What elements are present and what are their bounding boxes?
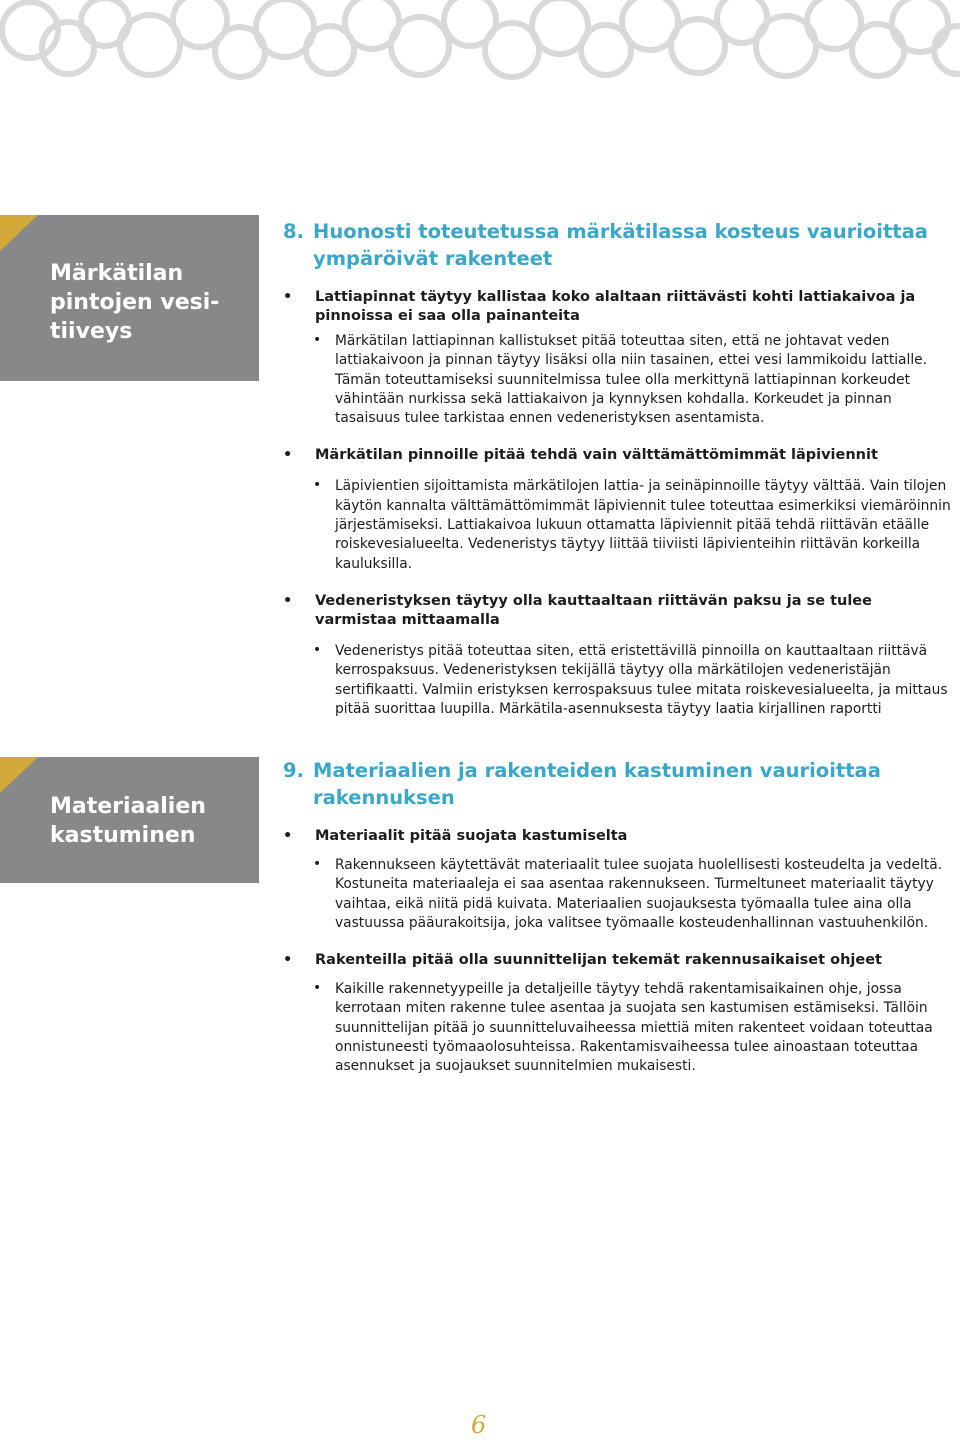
section-number: 9. [283,759,304,782]
decorative-ring-pattern [0,0,960,84]
section-title [283,757,955,811]
page-number: 6 [471,1411,487,1439]
bullet-heading: • Rakenteilla pitää olla suunnittelijan tekemät rakennusaikaiset ohjeet [283,952,882,969]
bullet-text: • Märkätilan lattiapinnan kallistukset pitää toteuttaa siten, että ne johtavat veden lattiakaivoon ja pinnan täytyy lisäksi olla niin tasainen, ettei vesi lammikoidu lattialle. Tämän toteuttamiseksi suunnitelmissa tulee olla merkittynä lattiapinnan korkeudet vähintään nurkissa sekä lattiakaivon ja kynnyksen kohdalla. Korkeudet ja pinnan tasaisuus tulee tarkistaa ennen vedeneristyksen asentamista. [313,332,928,427]
bullet-text: • Vedeneristys pitää toteuttaa siten, että eristettävillä pinnoilla on kauttaaltaan riittävä kerrospaksuus. Vedeneristyksen tekijällä täytyy olla märkätilojen vedeneristäjän sertifikaatti. Valmiin eristyksen kerrospaksuus tulee mitata roiskevesialueelta, ja mittaus pitää suorittaa luupilla. Märkätila-asennuksesta täytyy laatia kirjallinen raportti [313,641,948,717]
bullet-heading: • Vedeneristyksen täytyy olla kauttaaltaan riittävän paksu ja se tulee varmistaa mittaamalla [283,592,872,628]
sidebar-label-text-2: Materiaalien kastuminen [50,794,206,848]
bullet-heading: • Materiaalit pitää suojata kastumiselta [283,828,628,844]
sidebar-label-text-1: Märkätilan pintojen vesi-tiiveys [50,261,220,344]
section-title-text: Materiaalien ja rakenteiden kastuminen vaurioittaa rakennuksen [313,759,881,809]
bullet-heading: • Lattiapinnat täytyy kallistaa koko alaltaan riittävästi kohti lattiakaivoa ja pinnoissa ei saa olla painanteita [283,289,916,324]
section-title-text: Huonosti toteutetussa märkätilassa kosteus vaurioittaa ympäröivät rakenteet [313,220,928,270]
section-9 [283,757,955,1077]
corner-triangle-icon [0,757,38,793]
sidebar-label-box-1 [0,215,259,381]
section-8 [283,218,955,719]
corner-triangle-icon [0,215,38,251]
bullet-text: • Kaikille rakennetyypeille ja detaljeille täytyy tehdä rakentamisaikainen ohje, jossa kerrotaan miten rakenne tulee asentaa ja suojata sen kastumisen estämiseksi. Tällöin suunnittelijan pitää jo suunnitteluvaiheessa miettiä miten rakenteet voidaan toteuttaa onnistuneesti työmaaolosuhteissa. Rakentamisvaiheessa tulee ainoastaan toteuttaa asennukset ja suojaukset suunnitelmien mukaisesti. [313,980,933,1075]
section-title [283,218,955,272]
bullet-text: • Läpivientien sijoittamista märkätilojen lattia- ja seinäpinnoille täytyy välttää. Vain tilojen käytön kannalta välttämättömimmät läpiviennit tulee toteuttaa esimerkiksi viemäröinnin järjestämiseksi. Lattiakaivoa lukuun ottamatta läpiviennit pitää tehdä riittävän etäälle roiskevesialueelta. Vedeneristys täytyy liittää tiiviisti läpivienteihin riittävän korkeilla kauluksilla. [313,477,951,572]
section-number: 8. [283,220,304,243]
sidebar-label-box-2 [0,757,259,883]
bullet-text: • Rakennukseen käytettävät materiaalit tulee suojata huolellisesti kosteudelta ja vedeltä. Kostuneita materiaaleja ei saa asentaa rakennukseen. Turmeltuneet materiaalit täytyy vaihtaa, eikä niitä pidä kuivata. Materiaalien suojauksesta työmaalla tulee aina olla vastuussa pääurakoitsija, joka valitsee työmaalle kosteudenhallinnan vastuuhenkilön. [313,856,943,931]
bullet-heading: • Märkätilan pinnoille pitää tehdä vain välttämättömimmät läpiviennit [283,447,878,464]
